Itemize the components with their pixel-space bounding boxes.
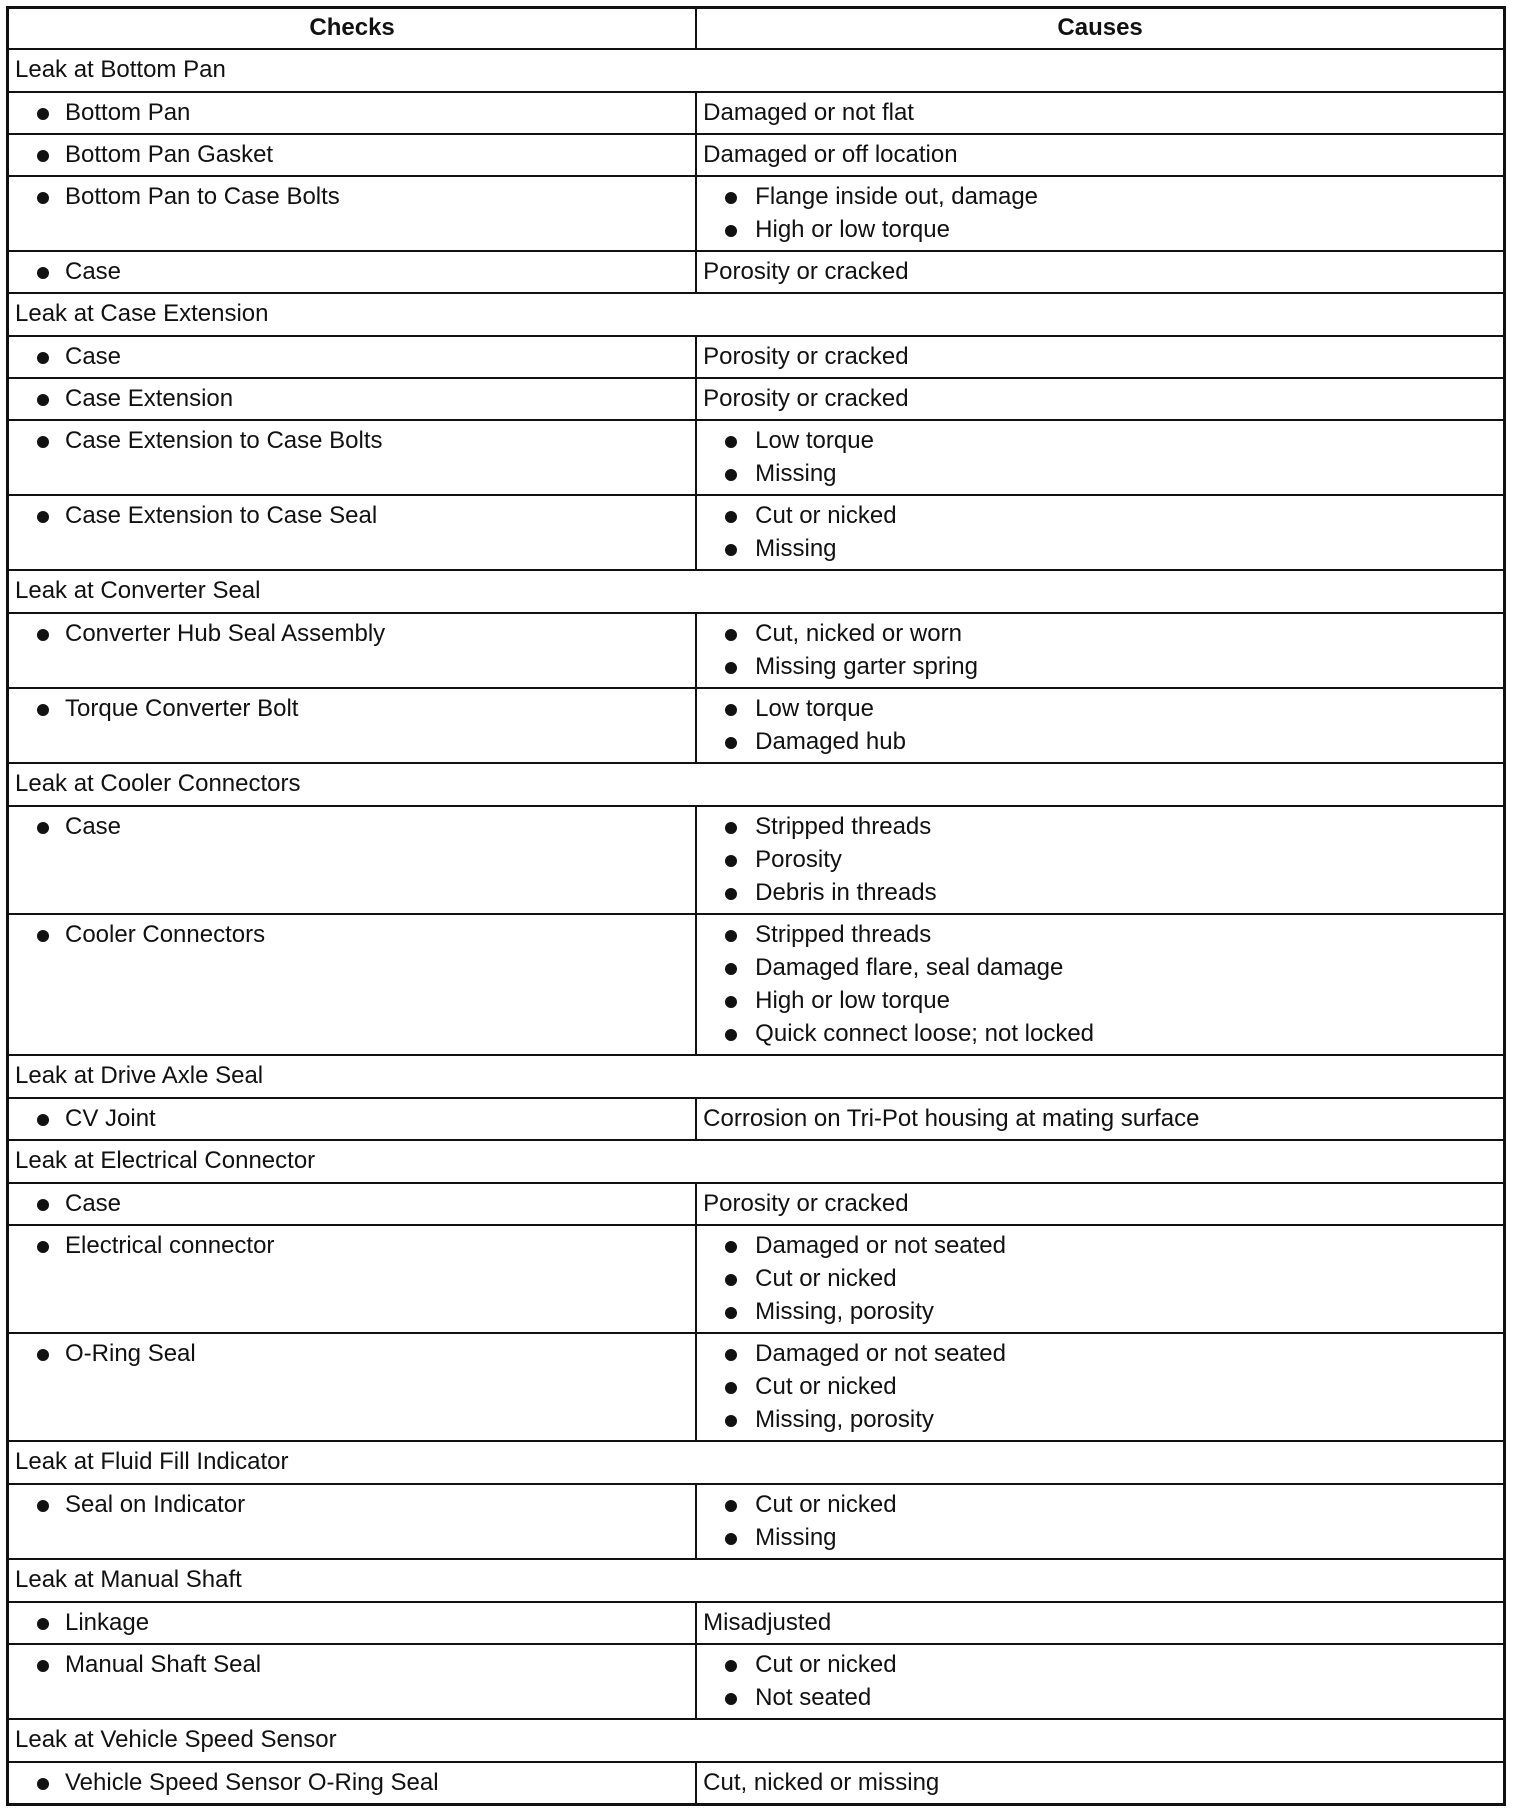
check-cell — [8, 176, 697, 251]
cause-item: Debris in threads — [703, 876, 1497, 909]
section-row — [8, 1559, 1505, 1602]
check-item: Bottom Pan Gasket — [15, 138, 689, 171]
cause-item: Missing, porosity — [703, 1403, 1497, 1436]
section-row — [8, 1719, 1505, 1762]
checks-column-header: Checks — [8, 8, 697, 50]
cause-cell — [696, 1183, 1504, 1225]
check-cell — [8, 1183, 697, 1225]
check-item: Manual Shaft Seal — [15, 1648, 689, 1681]
cause-cell — [696, 420, 1504, 495]
cause-item: Not seated — [703, 1681, 1497, 1714]
table-row — [8, 1333, 1505, 1441]
cause-item: Damaged or not seated — [703, 1229, 1497, 1262]
table-row — [8, 1762, 1505, 1805]
check-cell — [8, 134, 697, 176]
cause-cell — [696, 1644, 1504, 1719]
check-item: Bottom Pan — [15, 96, 689, 129]
cause-item: High or low torque — [703, 213, 1497, 246]
check-item: Seal on Indicator — [15, 1488, 689, 1521]
section-title: Leak at Cooler Connectors — [8, 763, 1505, 806]
section-title: Leak at Bottom Pan — [8, 49, 1505, 92]
table-row — [8, 176, 1505, 251]
table-row — [8, 1183, 1505, 1225]
section-row — [8, 1140, 1505, 1183]
check-cell — [8, 92, 697, 134]
section-row — [8, 1441, 1505, 1484]
cause-cell — [696, 688, 1504, 763]
check-cell — [8, 378, 697, 420]
cause-item: Misadjusted — [703, 1609, 832, 1636]
cause-item: Stripped threads — [703, 810, 1497, 843]
cause-item: Missing garter spring — [703, 650, 1497, 683]
check-item: Converter Hub Seal Assembly — [15, 617, 689, 650]
check-cell — [8, 806, 697, 914]
cause-cell — [696, 914, 1504, 1055]
cause-item: Cut or nicked — [703, 499, 1497, 532]
table-header-row — [8, 8, 1505, 50]
cause-cell — [696, 806, 1504, 914]
cause-cell — [696, 1225, 1504, 1333]
section-row — [8, 570, 1505, 613]
check-item: Bottom Pan to Case Bolts — [15, 180, 689, 213]
cause-item: Damaged flare, seal damage — [703, 951, 1497, 984]
cause-item: Porosity — [703, 843, 1497, 876]
cause-cell — [696, 613, 1504, 688]
section-row — [8, 1055, 1505, 1098]
section-row — [8, 763, 1505, 806]
check-cell — [8, 1225, 697, 1333]
check-cell — [8, 1333, 697, 1441]
table-row — [8, 613, 1505, 688]
cause-cell — [696, 176, 1504, 251]
check-cell — [8, 336, 697, 378]
check-item: Case Extension to Case Seal — [15, 499, 689, 532]
table-row — [8, 1098, 1505, 1140]
check-item: Case Extension to Case Bolts — [15, 424, 689, 457]
cause-item: Damaged or off location — [703, 141, 958, 168]
cause-cell — [696, 495, 1504, 570]
cause-item: Cut, nicked or worn — [703, 617, 1497, 650]
section-title: Leak at Vehicle Speed Sensor — [8, 1719, 1505, 1762]
cause-item: Cut or nicked — [703, 1648, 1497, 1681]
check-cell — [8, 1484, 697, 1559]
table-row — [8, 92, 1505, 134]
check-item: Case — [15, 1187, 689, 1220]
section-row — [8, 293, 1505, 336]
table-row — [8, 378, 1505, 420]
check-cell — [8, 1644, 697, 1719]
cause-item: Porosity or cracked — [703, 343, 909, 370]
section-title: Leak at Manual Shaft — [8, 1559, 1505, 1602]
table-row — [8, 1225, 1505, 1333]
cause-item: Quick connect loose; not locked — [703, 1017, 1497, 1050]
section-title: Leak at Fluid Fill Indicator — [8, 1441, 1505, 1484]
check-item: Case Extension — [15, 382, 689, 415]
check-item: Case — [15, 340, 689, 373]
table-row — [8, 251, 1505, 293]
check-cell — [8, 688, 697, 763]
check-item: O-Ring Seal — [15, 1337, 689, 1370]
cause-item: Stripped threads — [703, 918, 1497, 951]
check-cell — [8, 251, 697, 293]
check-item: Case — [15, 255, 689, 288]
check-cell — [8, 1762, 697, 1805]
cause-item: Cut, nicked or missing — [703, 1769, 940, 1796]
section-row — [8, 49, 1505, 92]
check-cell — [8, 1098, 697, 1140]
cause-cell — [696, 251, 1504, 293]
check-item: Vehicle Speed Sensor O-Ring Seal — [15, 1766, 689, 1799]
section-title: Leak at Converter Seal — [8, 570, 1505, 613]
cause-item: Cut or nicked — [703, 1488, 1497, 1521]
section-title: Leak at Drive Axle Seal — [8, 1055, 1505, 1098]
table-row — [8, 1484, 1505, 1559]
cause-cell — [696, 92, 1504, 134]
cause-cell — [696, 1098, 1504, 1140]
check-item: Linkage — [15, 1606, 689, 1639]
check-cell — [8, 1602, 697, 1644]
cause-cell — [696, 134, 1504, 176]
table-row — [8, 336, 1505, 378]
check-item: Case — [15, 810, 689, 843]
cause-item: Porosity or cracked — [703, 385, 909, 412]
check-cell — [8, 914, 697, 1055]
cause-item: Flange inside out, damage — [703, 180, 1497, 213]
cause-cell — [696, 1762, 1504, 1805]
cause-item: Cut or nicked — [703, 1262, 1497, 1295]
table-row — [8, 420, 1505, 495]
cause-item: Low torque — [703, 424, 1497, 457]
cause-item: Missing, porosity — [703, 1295, 1497, 1328]
check-item: Torque Converter Bolt — [15, 692, 689, 725]
table-row — [8, 806, 1505, 914]
causes-column-header: Causes — [696, 8, 1504, 50]
cause-cell — [696, 336, 1504, 378]
check-item: CV Joint — [15, 1102, 689, 1135]
cause-item: Porosity or cracked — [703, 1190, 909, 1217]
cause-cell — [696, 1602, 1504, 1644]
cause-item: Missing — [703, 457, 1497, 490]
cause-item: Missing — [703, 532, 1497, 565]
cause-item: Low torque — [703, 692, 1497, 725]
cause-item: Porosity or cracked — [703, 258, 909, 285]
cause-item: Damaged hub — [703, 725, 1497, 758]
table-row — [8, 1644, 1505, 1719]
cause-cell — [696, 1333, 1504, 1441]
check-cell — [8, 495, 697, 570]
check-cell — [8, 420, 697, 495]
table-row — [8, 495, 1505, 570]
section-title: Leak at Electrical Connector — [8, 1140, 1505, 1183]
cause-item: Damaged or not seated — [703, 1337, 1497, 1370]
check-cell — [8, 613, 697, 688]
cause-cell — [696, 1484, 1504, 1559]
table-body — [8, 49, 1505, 1805]
cause-cell — [696, 378, 1504, 420]
table-row — [8, 134, 1505, 176]
table-row — [8, 1602, 1505, 1644]
cause-item: Corrosion on Tri-Pot housing at mating surface — [703, 1105, 1200, 1132]
table-row — [8, 914, 1505, 1055]
cause-item: Damaged or not flat — [703, 99, 914, 126]
check-item: Electrical connector — [15, 1229, 689, 1262]
diagnosis-table — [6, 6, 1506, 1806]
table-row — [8, 688, 1505, 763]
cause-item: Cut or nicked — [703, 1370, 1497, 1403]
section-title: Leak at Case Extension — [8, 293, 1505, 336]
cause-item: High or low torque — [703, 984, 1497, 1017]
cause-item: Missing — [703, 1521, 1497, 1554]
check-item: Cooler Connectors — [15, 918, 689, 951]
